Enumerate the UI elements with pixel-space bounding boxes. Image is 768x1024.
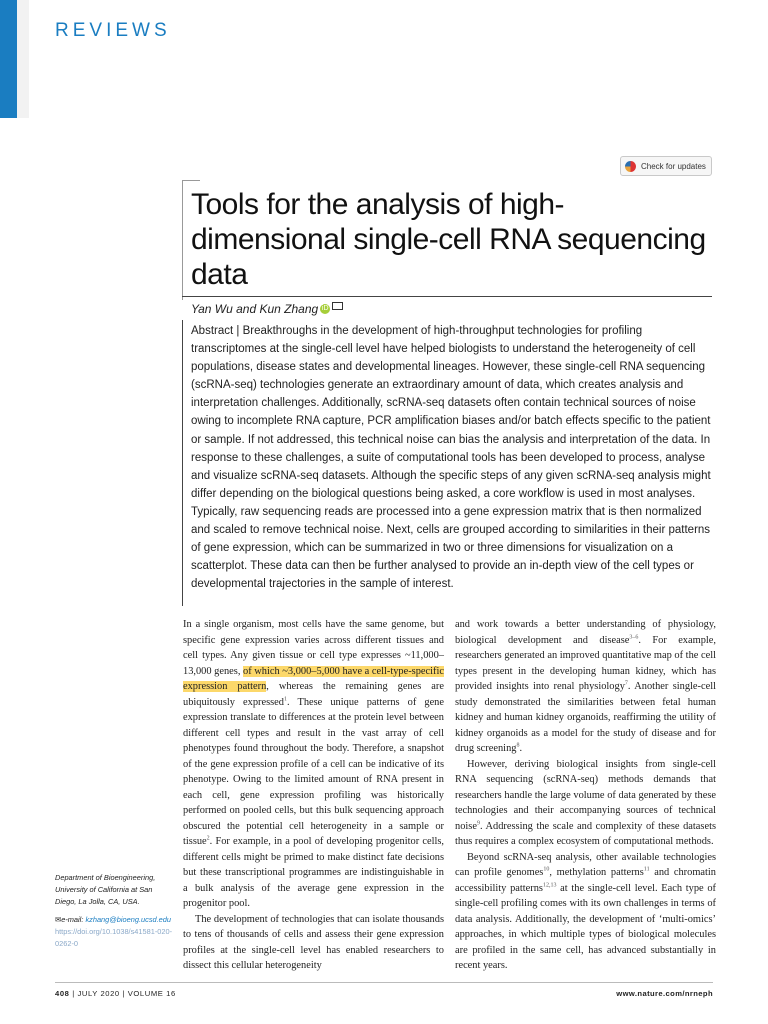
section-color-bar bbox=[0, 0, 17, 118]
footer-divider bbox=[55, 982, 713, 983]
body-text: , methylation patterns bbox=[549, 867, 644, 878]
reference-link[interactable]: 8 bbox=[516, 742, 520, 749]
check-for-updates-label: Check for updates bbox=[641, 161, 706, 171]
body-text: and work towards a better understanding of physiology, biological development and disease bbox=[455, 619, 716, 646]
body-text: . For example, researchers generated an improved quantitative map of the cell types present in the developing human kidney, which has provided insights into renal physiology bbox=[455, 634, 716, 692]
issue-text: | JULY 2020 | VOLUME 16 bbox=[69, 989, 176, 998]
body-column-1 bbox=[183, 617, 444, 974]
body-text: at the single-cell level. Each type of single-cell profiling comes with its own challenges in terms of data analysis. Additionally, the development of ‘multi-omics’ approaches, in which multiple types of biological molecules are profiled in the same cell, has advanced substantially in recent years. bbox=[455, 882, 716, 971]
section-bar-shadow bbox=[17, 0, 29, 118]
title-frame-line bbox=[182, 180, 183, 300]
body-paragraph bbox=[455, 757, 716, 850]
body-text: . bbox=[519, 743, 523, 754]
article-title: Tools for the analysis of high-dimensional single-cell RNA sequencing data bbox=[191, 188, 706, 291]
body-text: However, deriving biological insights from single-cell RNA sequencing (scRNA-seq) methods demands that researchers handle the large volume of data generated by these technologies and their accompanying sources of technical noise bbox=[455, 758, 716, 832]
body-text: . Addressing the scale and complexity of these datasets thus requires a complex ecosystem of computational methods. bbox=[455, 820, 716, 847]
journal-url[interactable]: www.nature.com/nrneph bbox=[616, 989, 713, 998]
reference-link[interactable]: 12,13 bbox=[542, 882, 557, 889]
author-names: Yan Wu and Kun Zhang bbox=[191, 302, 319, 316]
reference-link[interactable]: 7 bbox=[624, 680, 628, 687]
body-text: . These unique patterns of gene expression translate to differences at the protein level between different cell types and result in the vast array of cell phenotypes found throughout the body. Therefore, a snapshot of the gene expression profile of a cell can be indicative of its phenotype. Owing to the limited amount of RNA present in each cell, gene expression profiling was historically performed on pooled cells, but this bulk sequencing approach obscured the potential cell heterogeneity in a sample or tissue bbox=[183, 696, 444, 847]
author-line bbox=[191, 302, 343, 316]
body-paragraph bbox=[455, 617, 716, 757]
reference-link[interactable]: 11 bbox=[643, 866, 650, 873]
body-paragraph bbox=[183, 617, 444, 912]
email-line bbox=[55, 914, 173, 926]
body-text: In a single organism, most cells have the same genome, but specific gene expression varies across different tissues and cell types. Any given tissue or cell type expresses ~11,000–13,000 genes, bbox=[183, 619, 444, 677]
body-column-2 bbox=[455, 617, 716, 974]
abstract-text: Breakthroughs in the development of high-throughput technologies for profiling transcriptomes at the single-cell level have helped biologists to understand the heterogeneity of cell populations, disease states and developmental lineages. However, these single-cell RNA sequencing (scRNA-seq) technologies generate an extraordinary amount of data, which creates analysis and interpretation challenges. Additionally, scRNA-seq datasets often contain technical sources of noise owing to incomplete RNA capture, PCR amplification biases and/or batch effects specific to the patient or sample. If not addressed, this technical noise can bias the analysis and interpretation of the data. In response to these challenges, a suite of computational tools has been developed to process, analyse and visualize scRNA-seq datasets. Although the specific steps of any given scRNA-seq analysis might differ depending on the biological questions being asked, a core workflow is used in most analyses. Typically, raw sequencing reads are processed into a gene expression matrix that is then normalized and scaled to remove technical noise. Next, cells are grouped according to similarities in their patterns of gene expression, which can be summarized in two or three dimensions for visualization on a scatterplot. These data can then be further analysed to provide an in-depth view of the cell types or developmental trajectories in the sample of interest. bbox=[191, 325, 711, 591]
orcid-icon[interactable]: iD bbox=[321, 305, 329, 312]
check-for-updates-button[interactable] bbox=[620, 156, 712, 176]
body-text: . Another single-cell study demonstrated the similarities between fetal human kidney and human kidney organoids, reaffirming the utility of kidney organoids as a model for the study of disease and for drug screening bbox=[455, 681, 716, 754]
body-text: Beyond scRNA-seq analysis, other available technologies can profile genomes bbox=[455, 851, 716, 878]
affiliation-block bbox=[55, 872, 173, 950]
body-paragraph bbox=[455, 850, 716, 974]
body-paragraph: The development of technologies that can isolate thousands to tens of thousands of cells and assess their gene expression profiles at the single-cell level has enabled researchers to dissect this cellular heterogeneity bbox=[183, 913, 444, 971]
title-frame-top-line bbox=[182, 180, 200, 181]
footer-issue-info bbox=[55, 989, 176, 998]
crossmark-icon bbox=[625, 161, 636, 172]
doi-link[interactable]: https://doi.org/10.1038/s41581-020-0262-0 bbox=[55, 927, 173, 948]
abstract bbox=[191, 322, 713, 593]
page-number: 408 bbox=[55, 989, 70, 998]
reference-link[interactable]: 9 bbox=[476, 820, 480, 827]
reference-link[interactable]: 2 bbox=[206, 835, 210, 842]
section-label: REVIEWS bbox=[55, 20, 171, 41]
title-divider bbox=[182, 296, 712, 297]
highlighted-text[interactable]: of which ~3,000–5,000 have a cell-type-specific expression pattern bbox=[183, 665, 444, 692]
reference-link[interactable]: 10 bbox=[543, 866, 550, 873]
abstract-label: Abstract | bbox=[191, 325, 243, 337]
body-text: . For example, in a pool of developing progenitor cells, different cells might be primed to make distinct fate decisions but these transcriptional programmes are indistinguishable in a bulk analysis of the average gene expression in the progenitor pool. bbox=[183, 836, 444, 909]
email-link[interactable]: kzhang@bioeng.ucsd.edu bbox=[85, 915, 172, 924]
reference-link[interactable]: 1 bbox=[284, 696, 287, 703]
reference-link[interactable]: 3–6 bbox=[629, 634, 639, 641]
email-icon[interactable] bbox=[332, 302, 343, 310]
email-label: e-mail: bbox=[61, 915, 86, 924]
body-text: and chromatin accessibility patterns bbox=[455, 867, 717, 894]
abstract-frame-line bbox=[182, 320, 183, 606]
body-text: , whereas the remaining genes are ubiquitously expressed bbox=[183, 681, 444, 708]
affiliation-department: Department of Bioengineering, University of California at San Diego, La Jolla, CA, USA. bbox=[55, 873, 156, 906]
envelope-icon: ✉ bbox=[55, 915, 62, 924]
